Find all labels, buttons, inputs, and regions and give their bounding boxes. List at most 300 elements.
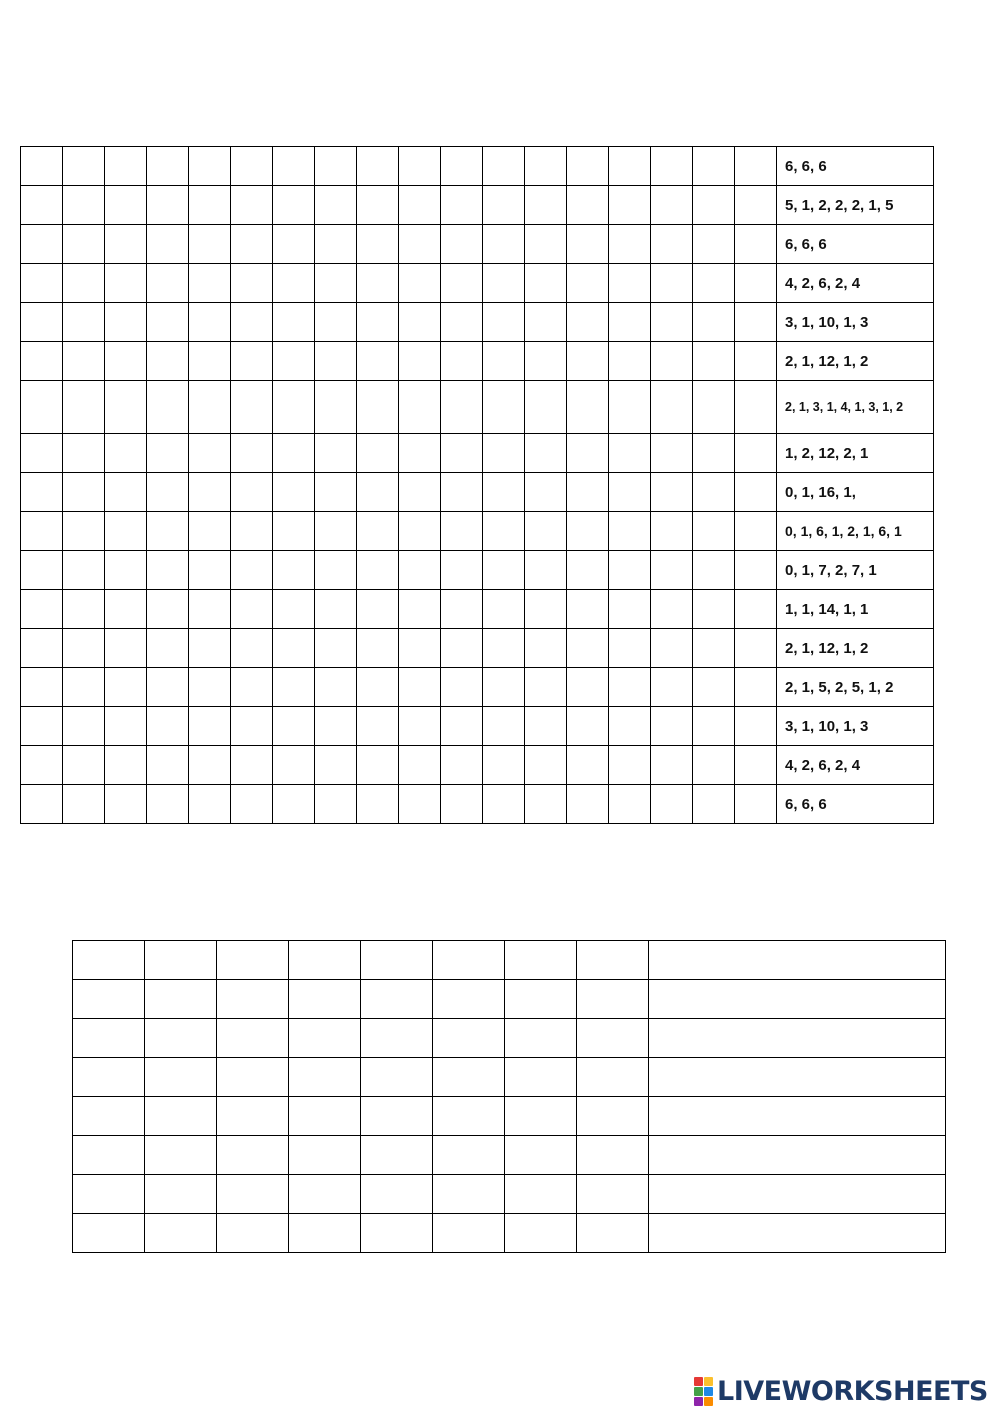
- grid-cell[interactable]: [273, 303, 315, 342]
- answer-cell[interactable]: [433, 1019, 505, 1058]
- grid-cell[interactable]: [273, 434, 315, 473]
- answer-cell[interactable]: [217, 1019, 289, 1058]
- answer-cell[interactable]: [361, 1214, 433, 1253]
- grid-cell[interactable]: [231, 551, 273, 590]
- grid-cell[interactable]: [273, 225, 315, 264]
- grid-cell[interactable]: [231, 303, 273, 342]
- grid-cell[interactable]: [189, 303, 231, 342]
- grid-cell[interactable]: [609, 746, 651, 785]
- grid-cell[interactable]: [483, 785, 525, 824]
- grid-cell[interactable]: [483, 512, 525, 551]
- answer-cell[interactable]: [577, 1058, 649, 1097]
- grid-cell[interactable]: [105, 590, 147, 629]
- answer-cell[interactable]: [361, 1097, 433, 1136]
- grid-cell[interactable]: [105, 707, 147, 746]
- grid-cell[interactable]: [315, 707, 357, 746]
- answer-wide-cell[interactable]: [649, 1214, 946, 1253]
- grid-cell[interactable]: [609, 147, 651, 186]
- grid-cell[interactable]: [483, 225, 525, 264]
- grid-cell[interactable]: [357, 264, 399, 303]
- grid-cell[interactable]: [441, 381, 483, 434]
- grid-cell[interactable]: [735, 746, 777, 785]
- grid-cell[interactable]: [567, 147, 609, 186]
- grid-cell[interactable]: [147, 473, 189, 512]
- grid-cell[interactable]: [105, 225, 147, 264]
- answer-cell[interactable]: [145, 980, 217, 1019]
- grid-cell[interactable]: [21, 512, 63, 551]
- grid-cell[interactable]: [651, 225, 693, 264]
- grid-cell[interactable]: [441, 551, 483, 590]
- answer-cell[interactable]: [73, 980, 145, 1019]
- grid-cell[interactable]: [21, 590, 63, 629]
- grid-cell[interactable]: [735, 303, 777, 342]
- grid-cell[interactable]: [525, 707, 567, 746]
- grid-cell[interactable]: [399, 707, 441, 746]
- grid-cell[interactable]: [483, 342, 525, 381]
- grid-cell[interactable]: [483, 668, 525, 707]
- grid-cell[interactable]: [525, 186, 567, 225]
- grid-cell[interactable]: [147, 186, 189, 225]
- grid-cell[interactable]: [147, 551, 189, 590]
- grid-cell[interactable]: [609, 668, 651, 707]
- answer-cell[interactable]: [577, 1136, 649, 1175]
- grid-cell[interactable]: [189, 551, 231, 590]
- grid-cell[interactable]: [63, 225, 105, 264]
- grid-cell[interactable]: [105, 381, 147, 434]
- grid-cell[interactable]: [63, 186, 105, 225]
- grid-cell[interactable]: [21, 551, 63, 590]
- answer-cell[interactable]: [145, 1175, 217, 1214]
- grid-cell[interactable]: [609, 512, 651, 551]
- grid-cell[interactable]: [567, 381, 609, 434]
- answer-cell[interactable]: [289, 980, 361, 1019]
- answer-cell[interactable]: [577, 1214, 649, 1253]
- grid-cell[interactable]: [21, 264, 63, 303]
- grid-cell[interactable]: [693, 551, 735, 590]
- grid-cell[interactable]: [483, 629, 525, 668]
- grid-cell[interactable]: [399, 551, 441, 590]
- answer-cell[interactable]: [433, 1214, 505, 1253]
- answer-cell[interactable]: [73, 1214, 145, 1253]
- grid-cell[interactable]: [651, 381, 693, 434]
- grid-cell[interactable]: [441, 303, 483, 342]
- grid-cell[interactable]: [105, 473, 147, 512]
- grid-cell[interactable]: [651, 303, 693, 342]
- grid-cell[interactable]: [315, 668, 357, 707]
- grid-cell[interactable]: [567, 342, 609, 381]
- grid-cell[interactable]: [189, 434, 231, 473]
- grid-cell[interactable]: [567, 668, 609, 707]
- grid-cell[interactable]: [21, 785, 63, 824]
- grid-cell[interactable]: [147, 381, 189, 434]
- grid-cell[interactable]: [21, 342, 63, 381]
- grid-cell[interactable]: [357, 342, 399, 381]
- grid-cell[interactable]: [651, 512, 693, 551]
- grid-cell[interactable]: [63, 342, 105, 381]
- answer-cell[interactable]: [505, 1097, 577, 1136]
- grid-cell[interactable]: [63, 668, 105, 707]
- grid-cell[interactable]: [147, 512, 189, 551]
- grid-cell[interactable]: [441, 590, 483, 629]
- grid-cell[interactable]: [693, 707, 735, 746]
- answer-cell[interactable]: [361, 1175, 433, 1214]
- answer-cell[interactable]: [73, 941, 145, 980]
- grid-cell[interactable]: [693, 381, 735, 434]
- grid-cell[interactable]: [231, 668, 273, 707]
- grid-cell[interactable]: [567, 473, 609, 512]
- answer-cell[interactable]: [217, 980, 289, 1019]
- answer-cell[interactable]: [505, 941, 577, 980]
- answer-cell[interactable]: [289, 941, 361, 980]
- grid-cell[interactable]: [441, 186, 483, 225]
- grid-cell[interactable]: [273, 381, 315, 434]
- grid-cell[interactable]: [63, 303, 105, 342]
- answer-cell[interactable]: [433, 941, 505, 980]
- grid-cell[interactable]: [651, 707, 693, 746]
- grid-cell[interactable]: [105, 342, 147, 381]
- grid-cell[interactable]: [483, 147, 525, 186]
- grid-cell[interactable]: [63, 512, 105, 551]
- grid-cell[interactable]: [357, 785, 399, 824]
- grid-cell[interactable]: [231, 342, 273, 381]
- grid-cell[interactable]: [147, 342, 189, 381]
- grid-cell[interactable]: [63, 473, 105, 512]
- grid-cell[interactable]: [147, 303, 189, 342]
- answer-cell[interactable]: [73, 1097, 145, 1136]
- grid-cell[interactable]: [63, 381, 105, 434]
- grid-cell[interactable]: [399, 473, 441, 512]
- answer-cell[interactable]: [217, 1097, 289, 1136]
- grid-cell[interactable]: [189, 590, 231, 629]
- grid-cell[interactable]: [525, 225, 567, 264]
- grid-cell[interactable]: [483, 473, 525, 512]
- grid-cell[interactable]: [357, 473, 399, 512]
- grid-cell[interactable]: [315, 264, 357, 303]
- grid-cell[interactable]: [735, 434, 777, 473]
- grid-cell[interactable]: [147, 707, 189, 746]
- grid-cell[interactable]: [21, 473, 63, 512]
- grid-cell[interactable]: [441, 264, 483, 303]
- grid-cell[interactable]: [525, 551, 567, 590]
- grid-cell[interactable]: [693, 785, 735, 824]
- answer-cell[interactable]: [577, 1097, 649, 1136]
- grid-cell[interactable]: [189, 186, 231, 225]
- grid-cell[interactable]: [315, 342, 357, 381]
- grid-cell[interactable]: [147, 225, 189, 264]
- grid-cell[interactable]: [315, 186, 357, 225]
- grid-cell[interactable]: [483, 186, 525, 225]
- grid-cell[interactable]: [399, 147, 441, 186]
- grid-cell[interactable]: [147, 629, 189, 668]
- grid-cell[interactable]: [147, 434, 189, 473]
- grid-cell[interactable]: [567, 590, 609, 629]
- grid-cell[interactable]: [567, 225, 609, 264]
- grid-cell[interactable]: [21, 434, 63, 473]
- grid-cell[interactable]: [105, 434, 147, 473]
- grid-cell[interactable]: [399, 668, 441, 707]
- grid-cell[interactable]: [735, 342, 777, 381]
- grid-cell[interactable]: [567, 186, 609, 225]
- grid-cell[interactable]: [189, 147, 231, 186]
- grid-cell[interactable]: [273, 551, 315, 590]
- grid-cell[interactable]: [21, 746, 63, 785]
- grid-cell[interactable]: [189, 785, 231, 824]
- grid-cell[interactable]: [357, 303, 399, 342]
- grid-cell[interactable]: [189, 381, 231, 434]
- answer-wide-cell[interactable]: [649, 941, 946, 980]
- grid-cell[interactable]: [567, 746, 609, 785]
- grid-cell[interactable]: [21, 381, 63, 434]
- grid-cell[interactable]: [357, 434, 399, 473]
- grid-cell[interactable]: [273, 186, 315, 225]
- grid-cell[interactable]: [441, 434, 483, 473]
- grid-cell[interactable]: [735, 629, 777, 668]
- grid-cell[interactable]: [189, 512, 231, 551]
- grid-cell[interactable]: [399, 434, 441, 473]
- grid-cell[interactable]: [483, 434, 525, 473]
- grid-cell[interactable]: [357, 551, 399, 590]
- grid-cell[interactable]: [609, 381, 651, 434]
- grid-cell[interactable]: [189, 629, 231, 668]
- grid-cell[interactable]: [231, 225, 273, 264]
- grid-cell[interactable]: [651, 264, 693, 303]
- grid-cell[interactable]: [105, 668, 147, 707]
- grid-cell[interactable]: [651, 746, 693, 785]
- grid-cell[interactable]: [651, 186, 693, 225]
- grid-cell[interactable]: [63, 785, 105, 824]
- grid-cell[interactable]: [105, 512, 147, 551]
- grid-cell[interactable]: [273, 264, 315, 303]
- answer-cell[interactable]: [361, 980, 433, 1019]
- answer-cell[interactable]: [577, 980, 649, 1019]
- grid-cell[interactable]: [567, 434, 609, 473]
- grid-cell[interactable]: [525, 381, 567, 434]
- grid-cell[interactable]: [189, 746, 231, 785]
- grid-cell[interactable]: [231, 147, 273, 186]
- grid-cell[interactable]: [441, 707, 483, 746]
- grid-cell[interactable]: [399, 381, 441, 434]
- grid-cell[interactable]: [189, 264, 231, 303]
- grid-cell[interactable]: [483, 264, 525, 303]
- grid-cell[interactable]: [483, 381, 525, 434]
- grid-cell[interactable]: [63, 551, 105, 590]
- answer-cell[interactable]: [433, 1097, 505, 1136]
- grid-cell[interactable]: [567, 512, 609, 551]
- answer-wide-cell[interactable]: [649, 1097, 946, 1136]
- grid-cell[interactable]: [231, 512, 273, 551]
- answer-wide-cell[interactable]: [649, 1136, 946, 1175]
- grid-cell[interactable]: [693, 746, 735, 785]
- grid-cell[interactable]: [315, 512, 357, 551]
- grid-cell[interactable]: [441, 342, 483, 381]
- grid-cell[interactable]: [735, 785, 777, 824]
- grid-cell[interactable]: [735, 381, 777, 434]
- grid-cell[interactable]: [231, 473, 273, 512]
- answer-cell[interactable]: [361, 941, 433, 980]
- grid-cell[interactable]: [735, 707, 777, 746]
- grid-cell[interactable]: [315, 147, 357, 186]
- grid-cell[interactable]: [231, 746, 273, 785]
- grid-cell[interactable]: [525, 590, 567, 629]
- grid-cell[interactable]: [525, 629, 567, 668]
- grid-cell[interactable]: [315, 785, 357, 824]
- grid-cell[interactable]: [441, 746, 483, 785]
- grid-cell[interactable]: [693, 629, 735, 668]
- grid-cell[interactable]: [525, 342, 567, 381]
- grid-cell[interactable]: [147, 668, 189, 707]
- grid-cell[interactable]: [735, 186, 777, 225]
- grid-cell[interactable]: [105, 147, 147, 186]
- grid-cell[interactable]: [441, 512, 483, 551]
- grid-cell[interactable]: [399, 512, 441, 551]
- answer-cell[interactable]: [289, 1019, 361, 1058]
- grid-cell[interactable]: [315, 303, 357, 342]
- grid-cell[interactable]: [525, 264, 567, 303]
- grid-cell[interactable]: [525, 473, 567, 512]
- grid-cell[interactable]: [735, 473, 777, 512]
- grid-cell[interactable]: [147, 264, 189, 303]
- grid-cell[interactable]: [105, 551, 147, 590]
- answer-cell[interactable]: [217, 1058, 289, 1097]
- grid-cell[interactable]: [525, 785, 567, 824]
- answer-cell[interactable]: [289, 1175, 361, 1214]
- grid-cell[interactable]: [21, 186, 63, 225]
- grid-cell[interactable]: [567, 629, 609, 668]
- grid-cell[interactable]: [231, 590, 273, 629]
- grid-cell[interactable]: [735, 264, 777, 303]
- answer-wide-cell[interactable]: [649, 1175, 946, 1214]
- grid-cell[interactable]: [609, 473, 651, 512]
- grid-cell[interactable]: [399, 225, 441, 264]
- grid-cell[interactable]: [63, 264, 105, 303]
- grid-cell[interactable]: [357, 381, 399, 434]
- answer-cell[interactable]: [433, 980, 505, 1019]
- grid-cell[interactable]: [735, 512, 777, 551]
- answer-cell[interactable]: [217, 1175, 289, 1214]
- grid-cell[interactable]: [693, 668, 735, 707]
- answer-cell[interactable]: [145, 1019, 217, 1058]
- grid-cell[interactable]: [399, 590, 441, 629]
- grid-cell[interactable]: [63, 629, 105, 668]
- grid-cell[interactable]: [147, 785, 189, 824]
- grid-cell[interactable]: [315, 590, 357, 629]
- grid-cell[interactable]: [399, 746, 441, 785]
- answer-cell[interactable]: [73, 1136, 145, 1175]
- grid-cell[interactable]: [609, 342, 651, 381]
- answer-cell[interactable]: [145, 1214, 217, 1253]
- grid-cell[interactable]: [273, 707, 315, 746]
- grid-cell[interactable]: [273, 473, 315, 512]
- grid-cell[interactable]: [315, 746, 357, 785]
- grid-cell[interactable]: [63, 746, 105, 785]
- grid-cell[interactable]: [651, 629, 693, 668]
- grid-cell[interactable]: [525, 746, 567, 785]
- grid-cell[interactable]: [525, 147, 567, 186]
- grid-cell[interactable]: [399, 186, 441, 225]
- grid-cell[interactable]: [693, 147, 735, 186]
- grid-cell[interactable]: [189, 668, 231, 707]
- answer-cell[interactable]: [505, 1175, 577, 1214]
- grid-cell[interactable]: [651, 785, 693, 824]
- grid-cell[interactable]: [273, 746, 315, 785]
- grid-cell[interactable]: [231, 434, 273, 473]
- answer-cell[interactable]: [73, 1175, 145, 1214]
- answer-cell[interactable]: [433, 1058, 505, 1097]
- grid-cell[interactable]: [231, 629, 273, 668]
- grid-cell[interactable]: [651, 590, 693, 629]
- grid-cell[interactable]: [231, 707, 273, 746]
- answer-cell[interactable]: [433, 1175, 505, 1214]
- grid-cell[interactable]: [567, 551, 609, 590]
- grid-cell[interactable]: [189, 342, 231, 381]
- grid-cell[interactable]: [273, 785, 315, 824]
- grid-cell[interactable]: [189, 225, 231, 264]
- grid-cell[interactable]: [105, 785, 147, 824]
- grid-cell[interactable]: [105, 303, 147, 342]
- grid-cell[interactable]: [483, 746, 525, 785]
- grid-cell[interactable]: [315, 225, 357, 264]
- grid-cell[interactable]: [693, 473, 735, 512]
- grid-cell[interactable]: [189, 707, 231, 746]
- grid-cell[interactable]: [231, 785, 273, 824]
- grid-cell[interactable]: [399, 264, 441, 303]
- grid-cell[interactable]: [525, 434, 567, 473]
- grid-cell[interactable]: [273, 512, 315, 551]
- grid-cell[interactable]: [525, 303, 567, 342]
- grid-cell[interactable]: [609, 590, 651, 629]
- grid-cell[interactable]: [399, 303, 441, 342]
- grid-cell[interactable]: [441, 629, 483, 668]
- grid-cell[interactable]: [693, 342, 735, 381]
- grid-cell[interactable]: [441, 473, 483, 512]
- grid-cell[interactable]: [735, 147, 777, 186]
- grid-cell[interactable]: [315, 551, 357, 590]
- grid-cell[interactable]: [147, 590, 189, 629]
- grid-cell[interactable]: [273, 629, 315, 668]
- answer-cell[interactable]: [361, 1136, 433, 1175]
- grid-cell[interactable]: [147, 746, 189, 785]
- grid-cell[interactable]: [315, 473, 357, 512]
- grid-cell[interactable]: [441, 225, 483, 264]
- grid-cell[interactable]: [609, 707, 651, 746]
- answer-cell[interactable]: [505, 1214, 577, 1253]
- grid-cell[interactable]: [231, 186, 273, 225]
- grid-cell[interactable]: [735, 551, 777, 590]
- answer-cell[interactable]: [217, 1214, 289, 1253]
- grid-cell[interactable]: [693, 512, 735, 551]
- grid-cell[interactable]: [693, 264, 735, 303]
- answer-cell[interactable]: [289, 1058, 361, 1097]
- grid-cell[interactable]: [315, 434, 357, 473]
- grid-cell[interactable]: [399, 342, 441, 381]
- grid-cell[interactable]: [357, 186, 399, 225]
- grid-cell[interactable]: [525, 668, 567, 707]
- grid-cell[interactable]: [735, 590, 777, 629]
- grid-cell[interactable]: [63, 147, 105, 186]
- answer-cell[interactable]: [361, 1058, 433, 1097]
- grid-cell[interactable]: [399, 785, 441, 824]
- grid-cell[interactable]: [483, 590, 525, 629]
- grid-cell[interactable]: [441, 785, 483, 824]
- answer-cell[interactable]: [505, 1136, 577, 1175]
- grid-cell[interactable]: [609, 629, 651, 668]
- answer-cell[interactable]: [361, 1019, 433, 1058]
- grid-cell[interactable]: [357, 147, 399, 186]
- answer-cell[interactable]: [505, 1019, 577, 1058]
- grid-cell[interactable]: [231, 264, 273, 303]
- grid-cell[interactable]: [441, 147, 483, 186]
- grid-cell[interactable]: [609, 225, 651, 264]
